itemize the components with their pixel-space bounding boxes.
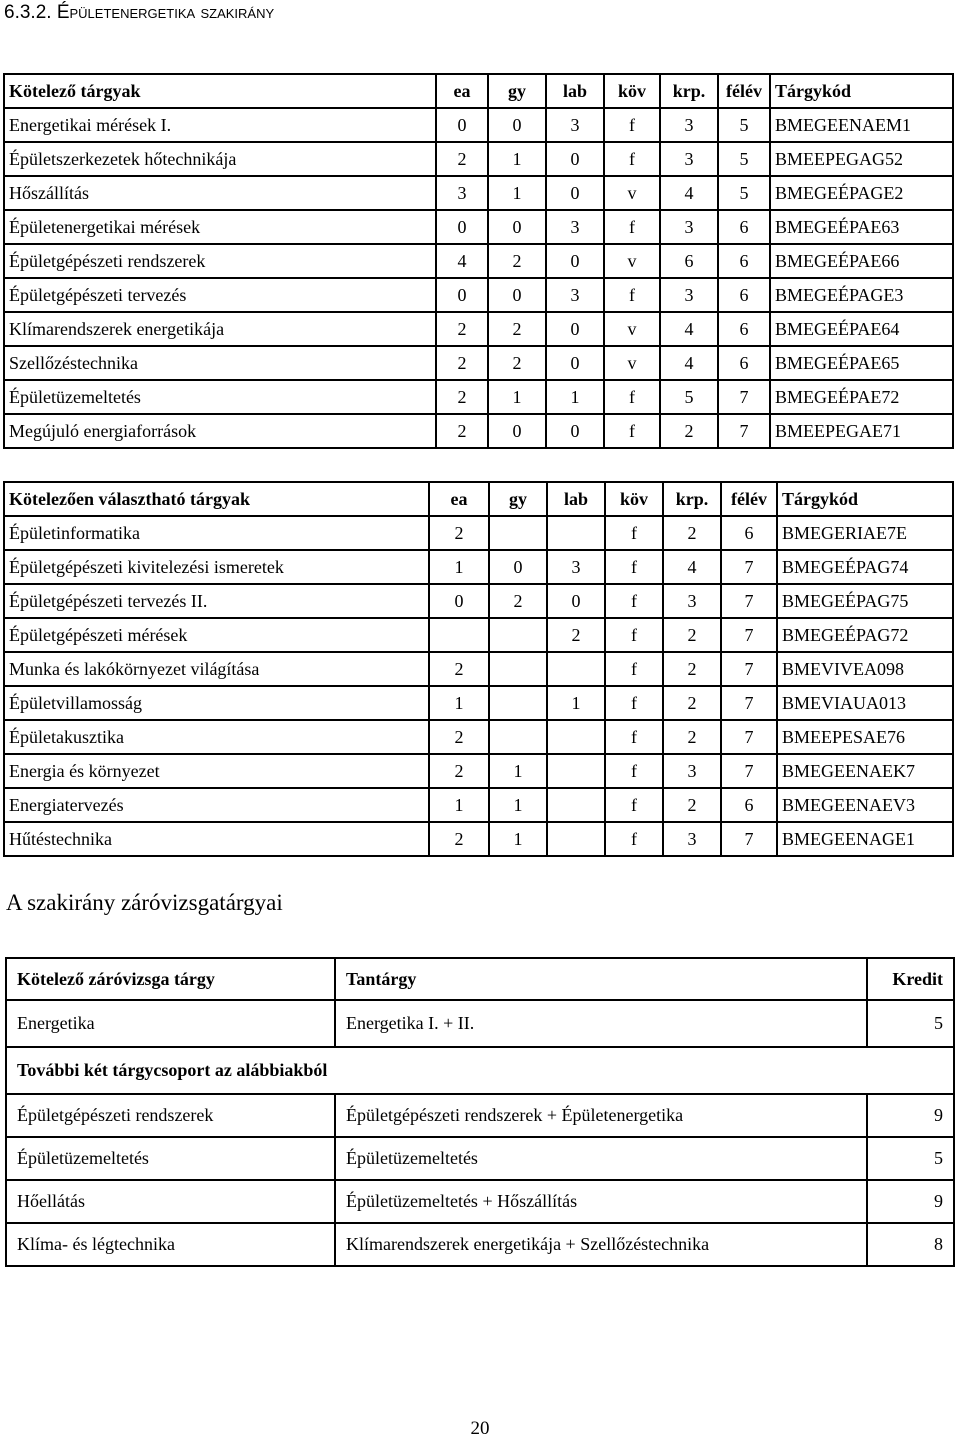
value-cell: 0 <box>429 584 489 618</box>
value-cell: 5 <box>718 176 770 210</box>
value-cell: 3 <box>660 210 718 244</box>
course-code-cell: BMEGEÉPAG72 <box>777 618 953 652</box>
value-cell: f <box>605 822 663 856</box>
course-name-cell: Épületenergetikai mérések <box>4 210 436 244</box>
value-cell: 2 <box>663 516 721 550</box>
value-cell: 6 <box>721 516 777 550</box>
course-code-cell: BMEEPESAE76 <box>777 720 953 754</box>
header-cell: Tantárgy <box>335 958 867 1000</box>
value-cell: 0 <box>546 142 604 176</box>
value-cell: f <box>605 652 663 686</box>
value-cell: 7 <box>721 618 777 652</box>
value-cell: 2 <box>489 584 547 618</box>
value-cell: v <box>604 346 660 380</box>
header-row <box>4 74 953 108</box>
header-cell: félév <box>718 74 770 108</box>
credit-cell: 9 <box>867 1094 954 1137</box>
course-code-cell: BMEVIAUA013 <box>777 686 953 720</box>
course-name-cell: Épületinformatika <box>4 516 429 550</box>
table-row <box>4 822 953 856</box>
value-cell: 7 <box>721 822 777 856</box>
header-cell: Tárgykód <box>770 74 953 108</box>
value-cell: 1 <box>429 788 489 822</box>
course-code-cell: BMEGEÉPAE65 <box>770 346 953 380</box>
value-cell: f <box>605 788 663 822</box>
value-cell <box>489 652 547 686</box>
course-name-cell: Épületgépészeti mérések <box>4 618 429 652</box>
value-cell <box>547 720 605 754</box>
section-heading <box>4 2 274 24</box>
value-cell: f <box>605 516 663 550</box>
value-cell: f <box>605 754 663 788</box>
value-cell <box>547 516 605 550</box>
value-cell: 3 <box>660 108 718 142</box>
value-cell <box>489 720 547 754</box>
header-cell: krp. <box>660 74 718 108</box>
course-name-cell: Hűtéstechnika <box>4 822 429 856</box>
exam-subject-cell: Hőellátás <box>6 1180 335 1223</box>
value-cell: 2 <box>547 618 605 652</box>
table-row <box>4 754 953 788</box>
header-cell: ea <box>429 482 489 516</box>
value-cell: v <box>604 176 660 210</box>
value-cell: f <box>604 278 660 312</box>
value-cell: 0 <box>488 278 546 312</box>
value-cell: f <box>604 142 660 176</box>
section-title: Épületenergetika szakirány <box>56 2 275 23</box>
value-cell: 1 <box>488 176 546 210</box>
value-cell: 7 <box>721 550 777 584</box>
mandatory-courses-body <box>4 74 953 448</box>
value-cell: 1 <box>489 788 547 822</box>
value-cell: 2 <box>436 312 488 346</box>
value-cell: 0 <box>488 108 546 142</box>
group-label: További két tárgycsoport az alábbiakból <box>6 1047 954 1094</box>
value-cell: 0 <box>488 210 546 244</box>
elective-courses-body <box>4 482 953 856</box>
value-cell: f <box>604 414 660 448</box>
value-cell: 7 <box>718 414 770 448</box>
credit-cell: 5 <box>867 1137 954 1180</box>
course-name-cell: Épületüzemeltetés <box>4 380 436 414</box>
header-cell: lab <box>546 74 604 108</box>
exam-subject-cell: Épületgépészeti rendszerek <box>6 1094 335 1137</box>
value-cell: 2 <box>429 754 489 788</box>
table-row <box>6 1094 954 1137</box>
elective-courses-table <box>3 481 954 857</box>
final-exam-groups-body <box>6 1094 954 1266</box>
value-cell: 3 <box>546 210 604 244</box>
table-row <box>4 346 953 380</box>
value-cell: 2 <box>488 244 546 278</box>
mandatory-courses-table <box>3 73 954 449</box>
value-cell: 4 <box>660 312 718 346</box>
value-cell: 2 <box>663 686 721 720</box>
course-code-cell: BMEGEÉPAE66 <box>770 244 953 278</box>
header-cell: félév <box>721 482 777 516</box>
course-code-cell: BMEGEÉPAG75 <box>777 584 953 618</box>
value-cell: 6 <box>718 210 770 244</box>
value-cell: 7 <box>721 584 777 618</box>
value-cell: 7 <box>718 380 770 414</box>
course-code-cell: BMEEPEGAG52 <box>770 142 953 176</box>
value-cell: 4 <box>663 550 721 584</box>
group-label-row <box>6 1047 954 1094</box>
value-cell: 0 <box>488 414 546 448</box>
value-cell: 3 <box>436 176 488 210</box>
course-name-cell: Energia és környezet <box>4 754 429 788</box>
course-name-cell: Klímarendszerek energetikája <box>4 312 436 346</box>
table-row <box>4 720 953 754</box>
value-cell: 4 <box>436 244 488 278</box>
value-cell: 2 <box>663 720 721 754</box>
course-code-cell: BMEGEENAEM1 <box>770 108 953 142</box>
value-cell: 2 <box>663 652 721 686</box>
credit-cell: 9 <box>867 1180 954 1223</box>
value-cell: 2 <box>663 788 721 822</box>
course-code-cell: BMEGEÉPAE63 <box>770 210 953 244</box>
table-row <box>4 244 953 278</box>
value-cell: 1 <box>489 822 547 856</box>
value-cell: 1 <box>429 686 489 720</box>
table-row <box>4 618 953 652</box>
value-cell: 2 <box>436 142 488 176</box>
value-cell <box>547 652 605 686</box>
course-name-cell: Szellőzéstechnika <box>4 346 436 380</box>
header-cell: Kötelezően választható tárgyak <box>4 482 429 516</box>
exam-subject-cell: Klíma- és légtechnika <box>6 1223 335 1266</box>
course-cell: Épületüzemeltetés + Hőszállítás <box>335 1180 867 1223</box>
value-cell: 0 <box>546 176 604 210</box>
table-row <box>4 686 953 720</box>
value-cell: 6 <box>718 346 770 380</box>
value-cell: 0 <box>546 414 604 448</box>
value-cell: 2 <box>429 720 489 754</box>
course-code-cell: BMEGERIAE7E <box>777 516 953 550</box>
value-cell: 6 <box>718 278 770 312</box>
course-name-cell: Épületgépészeti tervezés <box>4 278 436 312</box>
header-cell: krp. <box>663 482 721 516</box>
value-cell <box>489 516 547 550</box>
value-cell: 5 <box>718 142 770 176</box>
value-cell: 2 <box>429 822 489 856</box>
value-cell: 3 <box>663 754 721 788</box>
value-cell: 1 <box>429 550 489 584</box>
course-name-cell: Hőszállítás <box>4 176 436 210</box>
course-code-cell: BMEVIVEA098 <box>777 652 953 686</box>
course-code-cell: BMEGEÉPAE64 <box>770 312 953 346</box>
table-row <box>4 550 953 584</box>
value-cell: 0 <box>489 550 547 584</box>
page-number: 20 <box>470 1418 490 1439</box>
value-cell: 3 <box>546 278 604 312</box>
final-exam-table <box>5 957 955 1267</box>
credit-cell: 5 <box>867 1000 954 1047</box>
course-name-cell: Megújuló energiaforrások <box>4 414 436 448</box>
value-cell: 0 <box>436 210 488 244</box>
value-cell: 0 <box>546 346 604 380</box>
course-cell: Épületgépészeti rendszerek + Épületenergetika <box>335 1094 867 1137</box>
table-row <box>4 176 953 210</box>
table-row <box>4 652 953 686</box>
course-code-cell: BMEGEÉPAE72 <box>770 380 953 414</box>
table-row <box>4 142 953 176</box>
table-row <box>4 584 953 618</box>
course-name-cell: Épületszerkezetek hőtechnikája <box>4 142 436 176</box>
value-cell: 0 <box>546 244 604 278</box>
value-cell: 0 <box>436 278 488 312</box>
table-row <box>6 1223 954 1266</box>
course-code-cell: BMEGEÉPAGE2 <box>770 176 953 210</box>
value-cell: 1 <box>488 380 546 414</box>
value-cell: 4 <box>660 176 718 210</box>
value-cell: 6 <box>660 244 718 278</box>
exam-subject-cell: Energetika <box>6 1000 335 1047</box>
value-cell: 7 <box>721 686 777 720</box>
value-cell: 6 <box>718 244 770 278</box>
final-exam-mandatory-row <box>6 1000 954 1047</box>
value-cell: 4 <box>660 346 718 380</box>
header-cell: ea <box>436 74 488 108</box>
value-cell: 2 <box>436 414 488 448</box>
value-cell: f <box>605 584 663 618</box>
value-cell: 6 <box>718 312 770 346</box>
course-code-cell: BMEGEENAEK7 <box>777 754 953 788</box>
header-cell: köv <box>605 482 663 516</box>
header-cell: Kredit <box>867 958 954 1000</box>
value-cell: 3 <box>660 278 718 312</box>
course-code-cell: BMEGEENAGE1 <box>777 822 953 856</box>
value-cell: 0 <box>436 108 488 142</box>
table-row <box>6 1137 954 1180</box>
course-name-cell: Energetikai mérések I. <box>4 108 436 142</box>
value-cell: 3 <box>663 584 721 618</box>
exam-subject-cell: Épületüzemeltetés <box>6 1137 335 1180</box>
value-cell: 2 <box>429 652 489 686</box>
value-cell: 2 <box>436 346 488 380</box>
value-cell: 3 <box>660 142 718 176</box>
value-cell: v <box>604 244 660 278</box>
value-cell: 7 <box>721 720 777 754</box>
course-name-cell: Épületgépészeti kivitelezési ismeretek <box>4 550 429 584</box>
section-number: 6.3.2. <box>4 2 52 23</box>
value-cell: f <box>604 108 660 142</box>
value-cell: 3 <box>546 108 604 142</box>
course-name-cell: Épületvillamosság <box>4 686 429 720</box>
course-name-cell: Munka és lakókörnyezet világítása <box>4 652 429 686</box>
value-cell: v <box>604 312 660 346</box>
value-cell: 2 <box>488 312 546 346</box>
value-cell: 2 <box>663 618 721 652</box>
value-cell: 1 <box>547 686 605 720</box>
value-cell <box>547 754 605 788</box>
course-cell: Energetika I. + II. <box>335 1000 867 1047</box>
course-name-cell: Energiatervezés <box>4 788 429 822</box>
header-cell: lab <box>547 482 605 516</box>
course-cell: Klímarendszerek energetikája + Szellőzéstechnika <box>335 1223 867 1266</box>
header-cell: köv <box>604 74 660 108</box>
value-cell: 5 <box>718 108 770 142</box>
value-cell: 6 <box>721 788 777 822</box>
final-exam-header-row <box>6 958 954 1000</box>
course-name-cell: Épületgépészeti tervezés II. <box>4 584 429 618</box>
credit-cell: 8 <box>867 1223 954 1266</box>
course-code-cell: BMEEPEGAE71 <box>770 414 953 448</box>
value-cell: 0 <box>547 584 605 618</box>
header-cell: Kötelező tárgyak <box>4 74 436 108</box>
table-row <box>4 380 953 414</box>
course-cell: Épületüzemeltetés <box>335 1137 867 1180</box>
value-cell <box>547 822 605 856</box>
value-cell: 2 <box>660 414 718 448</box>
table-row <box>4 516 953 550</box>
course-code-cell: BMEGEÉPAGE3 <box>770 278 953 312</box>
value-cell: f <box>604 380 660 414</box>
value-cell: 1 <box>489 754 547 788</box>
value-cell: 1 <box>546 380 604 414</box>
table-row <box>6 1180 954 1223</box>
header-row <box>4 482 953 516</box>
value-cell: 5 <box>660 380 718 414</box>
final-exam-subtitle: A szakirány záróvizsgatárgyai <box>6 890 283 915</box>
table-row <box>4 312 953 346</box>
value-cell: f <box>605 686 663 720</box>
course-code-cell: BMEGEENAEV3 <box>777 788 953 822</box>
value-cell: 3 <box>663 822 721 856</box>
table-row <box>4 278 953 312</box>
header-cell: gy <box>489 482 547 516</box>
value-cell <box>489 686 547 720</box>
value-cell <box>547 788 605 822</box>
value-cell <box>429 618 489 652</box>
value-cell: 2 <box>429 516 489 550</box>
value-cell: 0 <box>546 312 604 346</box>
value-cell: 3 <box>547 550 605 584</box>
header-cell: gy <box>488 74 546 108</box>
header-cell: Tárgykód <box>777 482 953 516</box>
course-code-cell: BMEGEÉPAG74 <box>777 550 953 584</box>
table-row <box>4 108 953 142</box>
value-cell: f <box>605 720 663 754</box>
table-row <box>4 414 953 448</box>
value-cell: f <box>605 550 663 584</box>
table-row <box>4 788 953 822</box>
value-cell: 1 <box>488 142 546 176</box>
value-cell: 2 <box>488 346 546 380</box>
course-name-cell: Épületakusztika <box>4 720 429 754</box>
value-cell: 2 <box>436 380 488 414</box>
value-cell <box>489 618 547 652</box>
value-cell: f <box>604 210 660 244</box>
table-row <box>4 210 953 244</box>
course-name-cell: Épületgépészeti rendszerek <box>4 244 436 278</box>
header-cell: Kötelező záróvizsga tárgy <box>6 958 335 1000</box>
value-cell: 7 <box>721 754 777 788</box>
value-cell: 7 <box>721 652 777 686</box>
value-cell: f <box>605 618 663 652</box>
